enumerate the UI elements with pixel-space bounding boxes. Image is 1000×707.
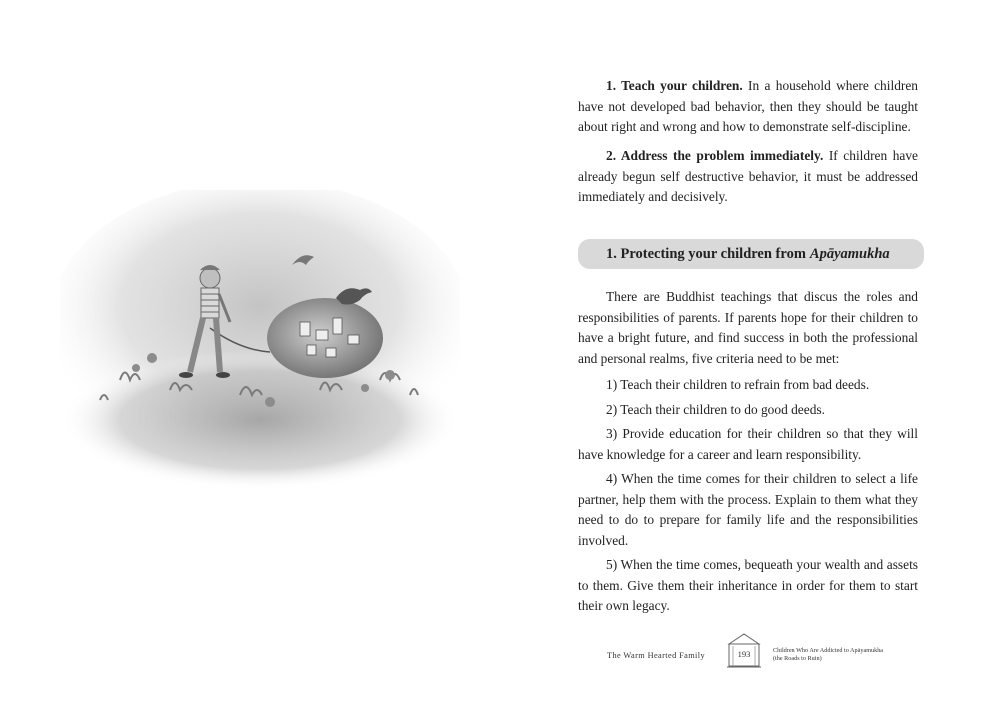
criteria-list bbox=[578, 375, 918, 621]
section-heading-text: 1. Protecting your children from bbox=[606, 245, 806, 262]
list-item: 4) When the time comes for their children to select a life partner, help them with the process. Explain to them what they need to do to prepare for family life and the responsibilities involved. bbox=[578, 471, 918, 548]
paragraph-address-problem-heading: 2. Address the problem immediately. bbox=[606, 148, 824, 163]
paragraph-buddhist-teachings: There are Buddhist teachings that discus the roles and responsibilities of parents. If parents hope for their children to have a bright future, and find success in both the professional and personal realms, five criteria need to be met: bbox=[578, 289, 918, 366]
paragraph-teach-children bbox=[578, 76, 918, 138]
list-item: 1) Teach their children to refrain from bad deeds. bbox=[606, 377, 870, 392]
boy-pulling-sack-illustration bbox=[60, 190, 460, 490]
list-item: 2) Teach their children to do good deeds. bbox=[606, 401, 825, 417]
section-heading bbox=[578, 239, 924, 269]
paragraph-teach-children-body: In a household where children have not developed bad behavior, then they should be taught about right and wrong and how to demonstrate self-discipline. bbox=[578, 78, 918, 134]
section-heading-italic: Apāyamukha bbox=[809, 245, 890, 262]
footer-chapter-line2: (the Roads to Ruin) bbox=[773, 655, 822, 662]
ground-wash bbox=[60, 350, 460, 490]
paragraph-address-problem-body: If children have already begun self destructive behavior, it must be addressed immediately and decisively. bbox=[578, 148, 918, 204]
paragraph-teach-children-heading: 1. Teach your children. bbox=[606, 78, 743, 93]
list-item: 3) Provide education for their children so that they will have knowledge for a career and learn responsibility. bbox=[578, 426, 918, 462]
page-number: 193 bbox=[737, 649, 751, 659]
paragraph-address-problem bbox=[578, 146, 918, 208]
list-item: 5) When the time comes, bequeath your wealth and assets to them. Give them their inheritance in order for them to start their own legacy. bbox=[578, 557, 918, 613]
footer-chapter-title bbox=[773, 647, 903, 663]
footer-chapter-line1: Children Who Are Addicted to Apāyamukha bbox=[773, 647, 884, 654]
footer-book-title: The Warm Hearted Family bbox=[607, 651, 706, 660]
